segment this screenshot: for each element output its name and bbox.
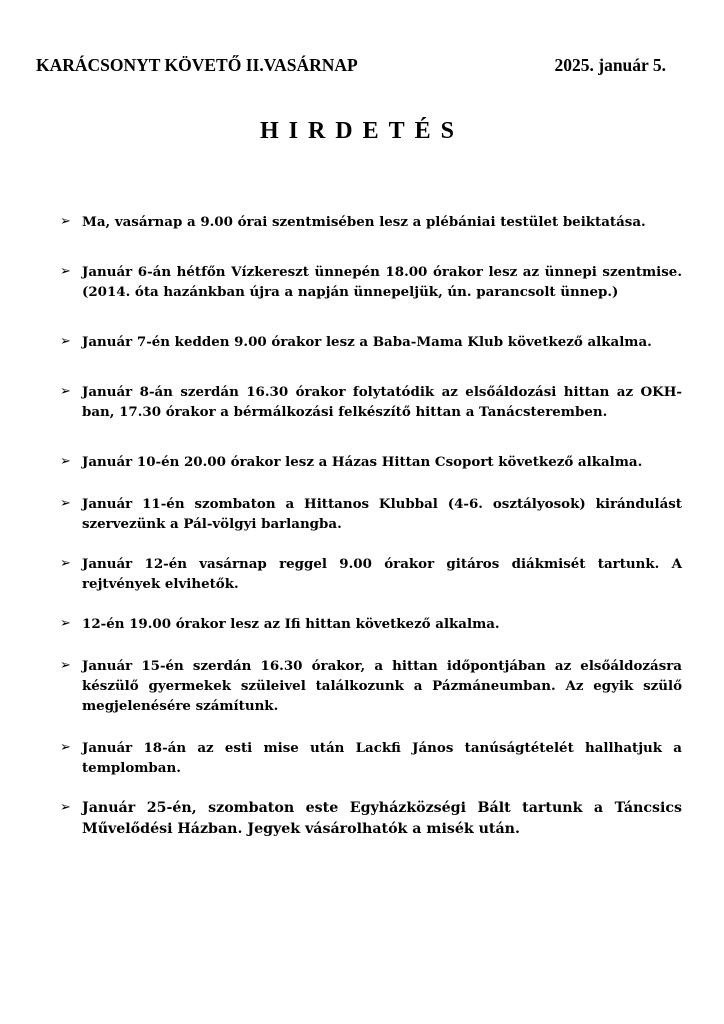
announcement-text: Január 25-én, szombaton este Egyházközségi Bált tartunk a Táncsics Művelődési Házban. Jegyek vásárolhatók a misék után. [82,800,682,837]
announcement-item [60,262,682,302]
arrowhead-bullet-icon: ➢ [60,334,71,349]
announcement-item [60,614,682,634]
announcement-text: Január 7-én kedden 9.00 órakor lesz a Baba-Mama Klub következő alkalma. [82,334,652,350]
announcement-item [60,554,682,594]
arrowhead-bullet-icon: ➢ [60,384,71,399]
announcement-text: Január 11-én szombaton a Hittanos Klubbal (4-6. osztályosok) kirándulást szervezünk a Pál-völgyi barlangba. [82,496,682,532]
announcement-text: Január 10-én 20.00 órakor lesz a Házas Hittan Csoport következő alkalma. [82,454,643,470]
document-header [36,55,666,76]
header-occasion: KARÁCSONYT KÖVETŐ II.VASÁRNAP [36,55,358,75]
arrowhead-bullet-icon: ➢ [60,616,71,631]
announcement-text: Január 12-én vasárnap reggel 9.00 órakor gitáros diákmisét tartunk. A rejtvények elvihetők. [82,556,682,592]
arrowhead-bullet-icon: ➢ [60,214,71,229]
arrowhead-bullet-icon: ➢ [60,740,71,755]
arrowhead-bullet-icon: ➢ [60,454,71,469]
document-title: HIRDETÉS [259,118,465,144]
announcement-text: Január 6-án hétfőn Vízkereszt ünnepén 18.00 órakor lesz az ünnepi szentmise. (2014. óta hazánkban újra a napján ünnepeljük, ún. parancsolt ünnep.) [82,264,682,300]
announcement-item [60,656,682,716]
header-date: 2025. január 5. [554,55,666,75]
announcement-text: 12-én 19.00 órakor lesz az Ifi hittan következő alkalma. [82,616,500,632]
announcement-item [60,452,682,472]
announcement-item [60,212,682,232]
arrowhead-bullet-icon: ➢ [60,658,71,673]
arrowhead-bullet-icon: ➢ [60,800,71,815]
arrowhead-bullet-icon: ➢ [60,556,71,571]
announcement-item [60,382,682,422]
announcement-item [60,738,682,778]
announcement-item [60,798,682,840]
announcement-text: Január 8-án szerdán 16.30 órakor folytatódik az elsőáldozási hittan az OKH-ban, 17.30 órakor a bérmálkozási felkészítő hittan a Tanácsteremben. [82,384,682,420]
announcement-text: Ma, vasárnap a 9.00 órai szentmisében lesz a plébániai testület beiktatása. [82,214,646,230]
announcement-item [60,494,682,534]
arrowhead-bullet-icon: ➢ [60,264,71,279]
announcement-text: Január 15-én szerdán 16.30 órakor, a hittan időpontjában az elsőáldozásra készülő gyermekek szüleivel találkozunk a Pázmáneumban. Az egyik szülő megjelenésére számítunk. [82,658,682,714]
announcement-list [60,212,682,840]
arrowhead-bullet-icon: ➢ [60,496,71,511]
announcement-text: Január 18-án az esti mise után Lackfi János tanúságtételét hallhatjuk a templomban. [82,740,682,776]
announcement-item [60,332,682,352]
